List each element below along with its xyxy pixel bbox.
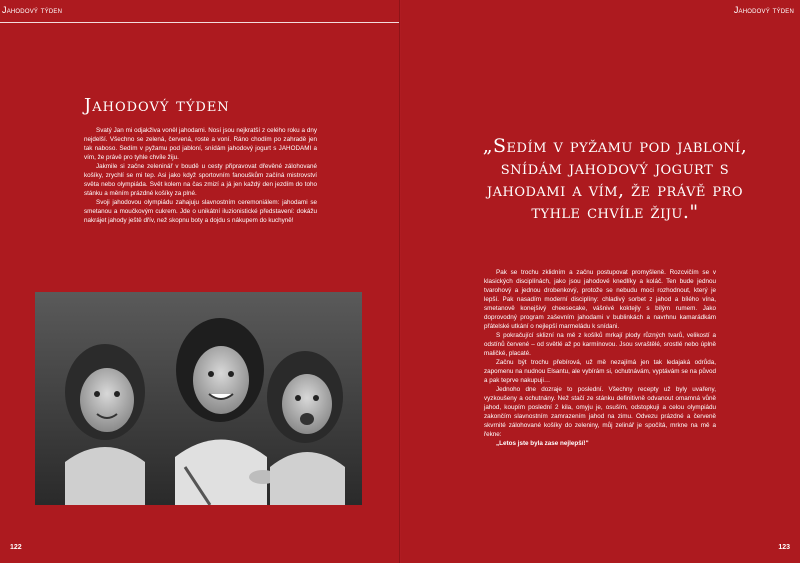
article-title: Jahodový týden [84, 95, 230, 116]
left-page [0, 0, 399, 563]
page-number-left: 122 [10, 544, 22, 551]
left-text-column [84, 126, 317, 225]
paragraph: Svoji jahodovou olympiádu zahajuju slavnostním ceremoniálem: jahodami se smetanou a moučkovým cukrem. Jde o unikátní iluzionistické představení: dokážu nakrájet jahody ještě dřív, než skopnu boty a dojdu s nákupem do kuchyně! [84, 199, 317, 224]
paragraph: Začnu být trochu přebírová, už mě nezajímá jen tak ledajaká odrůda, zapomenu na nudnou Elsantu, ale vybírám si, ochutnávám, vyptávám se na původ a pak teprve nakupuji… [484, 359, 716, 384]
paragraph: Jednoho dne dozraje to poslední. Všechny recepty už byly uvařeny, vyzkoušeny a ochutnány. Než stačí ze stánku definitivně odvanout omamná vůně jahod, koupím poslední 2 kila, omyju je, osuším, odstopkuji a celou olympiádu zakončím slavnostním zamrazením jahod na zimu. Odvezu prázdné a červeně skvrnité zálohované košíky do zeleniny, můj zelinář je spočítá, mrkne na mě a řekne: [484, 386, 716, 438]
photo-illustration [35, 292, 362, 505]
header-rule-left [0, 22, 399, 23]
closing-quote: „Letos jste byla zase nejlepší!" [496, 440, 589, 447]
right-text-column [484, 268, 716, 448]
running-header-left: Jahodový týden [2, 5, 63, 15]
paragraph: Svatý Jan mi odjakživa voněl jahodami. Nosí jsou nejkratší z celého roku a dny nejdelší. Všechno se zelená, červená, roste a voní. Ráno chodím po zahradě jen tak naboso. Sedím v pyžamu pod jabloní, snídám jahodový jogurt s JAHODAMI a vím, že právě pro tyhle chvíle žiju. [84, 127, 317, 161]
page-number-right: 123 [778, 544, 790, 551]
running-header-right: Jahodový týden [733, 5, 794, 15]
girl-left [65, 344, 145, 505]
pull-quote: „Sedím v pyžamu pod jabloní, snídám jahodový jogurt s jahodami a vím, že právě pro tyhle chvíle žiju." [482, 135, 748, 223]
paragraph: Pak se trochu zklidním a začnu postupovat promyšleně. Rozcvičím se v klasických disciplínách, jako jsou jahodové knedlíky a koláč. Ten bude jednou tvarohový a jednou drobenkový, protože se nebudu moci rozhodnout, který je lepší. Pak nasadím moderní disciplíny: chladivý sorbet z jahod a bílého vína, smetanově konejšivý cheesecake, vášnivé koktejly s bílým rumem. Jako doprovodný program zaševním jahodami v bublinkách a navrhnu kamarádkám přátelské utkání o nejlepší marmeládu k snídani. [484, 269, 716, 330]
paragraph: Jakmile si začne zeleninář v boudě u cesty připravovat dřevěné zálohované košíky, zrychlí se mi tep. Asi jako když sportovním fanouškům začíná mistrovství světa nebo olympiáda. Svět kolem na čas zmizí a já jen každý den jezdím do toho stánku a měním prázdné košíky za plné. [84, 163, 317, 197]
photo-girls-on-grass [35, 292, 362, 505]
paragraph: S pokračující sklizní na mě z košíků mrkají plody různých tvarů, velikostí a odstínů červené – od světlé až po karmínovou. Jsou svraštělé, srostlé nebo úplně maličké, placaté. [484, 332, 716, 357]
